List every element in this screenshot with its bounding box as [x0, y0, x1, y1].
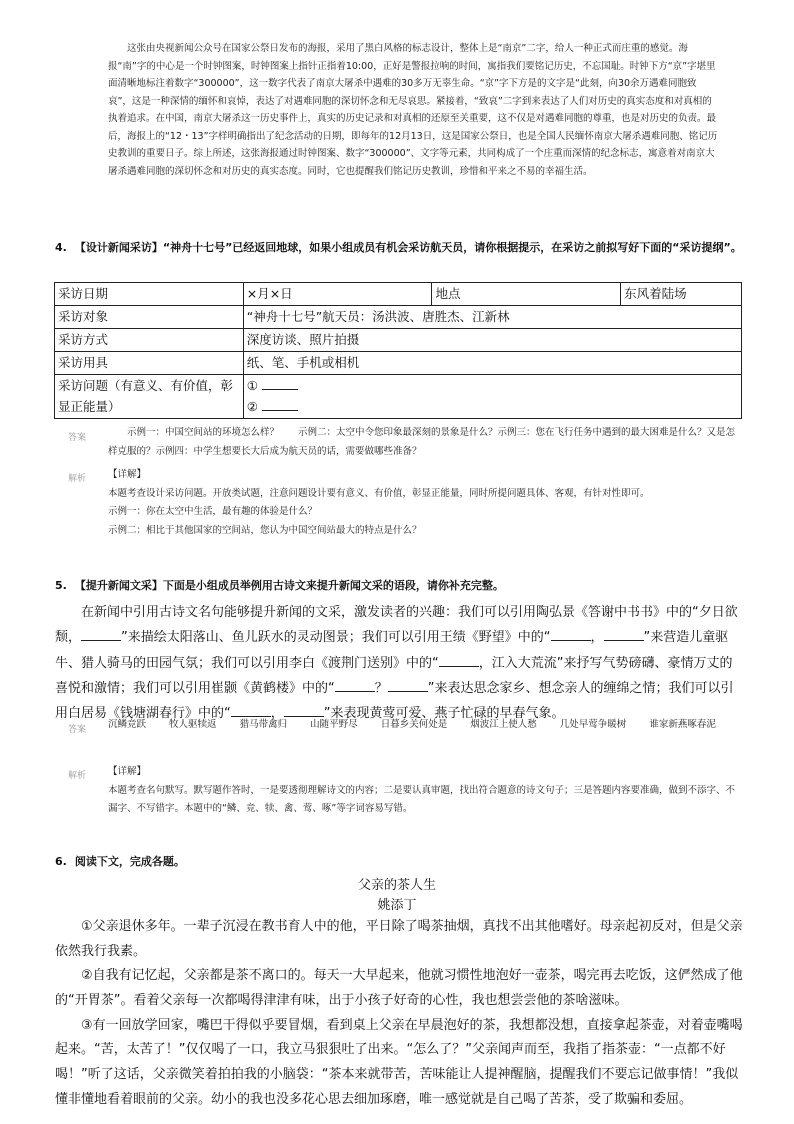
table-row [55, 329, 742, 352]
essay-author: 姚添丁 [377, 898, 417, 913]
q5-analysis [108, 763, 738, 819]
answer-item: 谁家新燕啄春泥 [649, 719, 716, 730]
question-marker-2: ② [246, 398, 258, 414]
table-row [55, 283, 742, 306]
answer-item: 沉鳞竞跃 [108, 719, 147, 730]
question-5-prompt [55, 576, 745, 597]
question-text: 阅读下文，完成各题。 [74, 855, 185, 868]
place-value: 东风着陆场 [621, 283, 742, 306]
answer-blank-1[interactable] [262, 379, 298, 390]
method-label: 采访方式 [55, 329, 244, 352]
essay-body [55, 915, 745, 1113]
place-label: 地点 [432, 283, 621, 306]
date-label: 采访日期 [55, 283, 244, 306]
answer-blank-2[interactable] [262, 400, 298, 411]
fill-blank[interactable] [439, 654, 479, 667]
question-text: 【设计新闻采访】“神舟十七号”已经返回地球，如果小组成员有机会采访航天员，请你根据提示，在采访之前拟写好下面的“采访提纲”。 [74, 241, 742, 254]
question-number: 4. [55, 241, 67, 254]
q5-passage [55, 600, 745, 727]
tools-value: 纸、笔、手机或相机 [243, 352, 741, 375]
passage-text: ”来表现黄莺可爱、燕子忙碌的早春气象。 [323, 706, 565, 722]
target-value: “神舟十七号”航天员：汤洪波、唐胜杰、江新林 [243, 306, 741, 329]
fill-blank[interactable] [551, 628, 591, 641]
analysis-head: 【详解】 [108, 469, 147, 480]
fill-blank[interactable] [81, 628, 121, 641]
fill-blank[interactable] [335, 679, 375, 692]
analysis-line: 本题考查设计采访问题。开放类试题，注意问题设计要有意义、有价值，彰显正能量，同时所提问题具体、客观，有针对性即可。 [108, 487, 650, 499]
passage-text: ？ [374, 681, 388, 697]
passage-text: ”来营造儿童驱牛、猎人骑马的田园气氛；我们可以引用李白《渡荆门送别》中的“ [55, 630, 729, 671]
question-marker-1: ① [246, 378, 258, 393]
answer-tag: 答案 [68, 433, 87, 443]
analysis-tag: 解析 [68, 771, 87, 781]
passage-text: ，江入大荒流”来抒写气势磅礴、豪情万丈的喜悦和激情；我们可以引用崔颢《黄鹤楼》中的“ [55, 655, 733, 697]
q5-answers [108, 716, 738, 735]
answer-item: 猎马带禽归 [239, 719, 288, 730]
method-value: 深度访谈、照片拍摄 [243, 329, 741, 352]
target-label: 采访对象 [55, 306, 244, 329]
passage-text: ”来表达思念家乡、想念亲人的缠绵之情；我们可以引用白居易《钱塘湖春行》中的“ [55, 681, 734, 722]
passage-text: ， [590, 630, 604, 646]
essay-paragraph: ②自我有记忆起，父亲都是茶不离口的。每天一大早起来，他就习惯性地泡好一壶茶，喝完再去吃饭，这俨然成了他的“开胃茶”。看着父亲每一次都喝得津津有味，出于小孩子好奇的心性，我也想尝尝他的茶啥滋味。 [55, 968, 743, 1009]
essay-paragraph: ①父亲退休多年。一辈子沉浸在教书育人中的他，平日除了喝茶抽烟，真找不出其他嗜好。母亲起初反对，但是父亲依然我行我素。 [55, 919, 743, 959]
answer-item: 烟波江上使人愁 [470, 719, 537, 730]
table-row [55, 306, 742, 329]
fill-blank[interactable] [388, 679, 428, 692]
tools-label: 采访用具 [55, 352, 244, 375]
interview-outline-table [54, 282, 742, 419]
q4-answer-text: 示例一：中国空间站的环境怎么样？ 示例二：太空中令您印象最深刻的景象是什么？示例三：您在飞行任务中遇到的最大困难是什么？又是怎样克服的？示例四：中学生想要长大后成为航天员的话，需要做哪些准备？ [108, 427, 736, 457]
answer-item: 山随平野尽 [310, 719, 358, 730]
passage-text: ， [270, 706, 284, 722]
passage-text: 在新闻中引用古诗文名句能够提升新闻的文采，激发读者的兴趣：我们可以引用陶弘景《答谢中书书》中的“夕日欲颓， [55, 605, 738, 646]
table-row [55, 375, 742, 419]
question-4-prompt [55, 238, 745, 259]
analysis-line: 示例一：你在太空中生活，最有趣的体验是什么？ [108, 506, 318, 518]
date-value: ×月×日 [243, 283, 432, 306]
analysis-head: 【详解】 [108, 766, 147, 777]
question-number: 6. [55, 855, 67, 868]
intro-paragraph: 这张由央视新闻公众号在国家公祭日发布的海报，采用了黑白风格的标志设计，整体上是“南京”二字，给人一种正式而庄重的感觉。海报“南”字的中心是一个时钟图案，时钟图案上指针正指着10:00，正好是警报拉响的时间，寓指我们要铭记历史，不忘国耻。时钟下方“京”字堪里面清晰地标注着数字“300000”，这一数字代表了南京大屠杀中遇难的30多万无辜生命。“京”字下方是的文字是“此刻，向30余万遇难同胞致哀”，这是一种深情的缅怀和哀悼，表达了对遇难同胞的深切怀念和无尽哀思。紧接着，“致哀”二字到来表达了人们对历史的真实态度和对真相的执着追求。在中国，南京大屠杀这一历史事件上，真实的历史记录和对真相的还原至关重要，这不仅是对遇难同胞的尊重，也是对历史的负责。最后，海报上的“12・13”字样明确指出了纪念活动的日期，即每年的12月13日，这是国家公祭日，也是全国人民缅怀南京大屠杀遇难同胞、铭记历史教训的重要日子。综上所述，这张海报通过时钟图案、数字“300000”、文字等元素，共同构成了一个庄重而深情的纪念标志，寓意着对南京大屠杀遇难同胞的深切怀念和对历史的真实态度。同时，它也提醒我们铭记历史教训，珍惜和平来之不易的幸福生活。 [108, 43, 718, 177]
analysis-tag: 解析 [68, 474, 87, 484]
answer-item: 牧人驱犊返 [169, 719, 217, 730]
essay-paragraph: ③有一回放学回家，嘴巴干得似乎要冒烟，看到桌上父亲在早晨泡好的茶，我想都没想，直接拿起茶壶，对着壶嘴喝起来。“苦，太苦了！”仅仅喝了一口，我立马狠狠吐了出来。“怎么了？”父亲闻声而至，我指了指茶壶：“一点都不好喝！”听了这话，父亲微笑着拍拍我的小脑袋：“茶本来就带苦，苦味能让人提神醒脑，提醒我们不要忘记做事情！”我似懂非懂地看着眼前的父亲。幼小的我也没多花心思去细加琢磨，唯一感觉就是自己喝了苦茶，受了欺骗和委屈。 [55, 1017, 743, 1107]
fill-blank[interactable] [604, 628, 644, 641]
question-number: 5. [55, 579, 67, 592]
questions-cell [243, 375, 741, 419]
q4-analysis [108, 466, 738, 540]
answer-tag: 答案 [68, 725, 87, 735]
passage-text: ”来描绘太阳落山、鱼儿跃水的灵动图景；我们可以引用王绩《野望》中的“ [121, 630, 551, 646]
essay-title: 父亲的茶人生 [357, 878, 436, 893]
question-6-prompt [55, 852, 745, 873]
answer-item: 日暮乡关何处是 [380, 719, 448, 730]
question-text: 【提升新闻文采】下面是小组成员举例用古诗文来提升新闻文采的语段，请你补充完整。 [74, 579, 504, 592]
answer-item: 几处早莺争暖树 [559, 719, 627, 730]
analysis-line: 示例二：相比于其他国家的空间站，您认为中国空间站最大的特点是什么？ [108, 524, 422, 536]
table-row [55, 352, 742, 375]
questions-label: 采访问题（有意义、有价值，彰显正能量） [55, 375, 244, 419]
analysis-text: 本题考查名句默写。默写题作答时，一是要透彻理解诗文的内容；二是要认真审题，找出符合题意的诗文句子；三是答题内容要准确，做到不添字、不漏字、不写错字。本题中的“鳞、竞、犊、禽、莺、啄”等字词容易写错。 [108, 784, 736, 815]
